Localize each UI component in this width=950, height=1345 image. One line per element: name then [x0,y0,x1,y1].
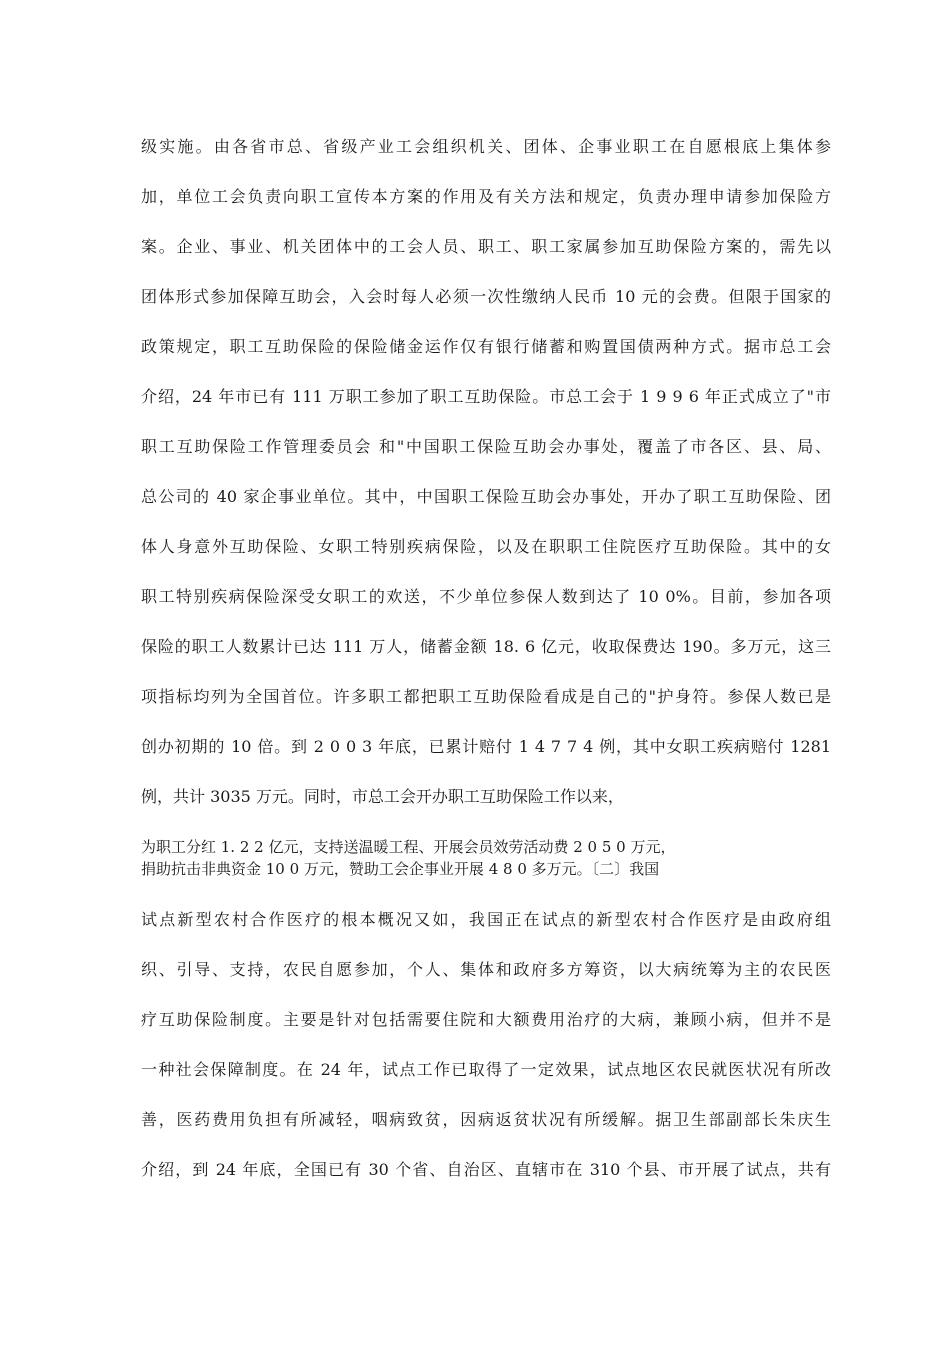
body-text-line: 案。企业、事业、机关团体中的工会人员、职工、职工家属参加互助保险方案的，需先以 [141,237,831,256]
body-text-line: 善，医药费用负担有所减轻，咽病致贫，因病返贫状况有所缓解。据卫生部副部长朱庆生 [141,1110,831,1129]
body-text-line: 创办初期的 10 倍。到 2 0 0 3 年底，已累计赔付 1 4 7 7 4 例，其中女职工疾病赔付 1281 [141,737,831,756]
body-text-line: 职工特别疾病保险深受女职工的欢送，不少单位参保人数到达了 10 0%。目前，参加各项 [141,587,831,606]
body-text-line: 介绍，24 年市已有 111 万职工参加了职工互助保险。市总工会于 1 9 9 6 年正式成立了"市 [141,387,831,406]
body-text-line: 为职工分红 1. 2 2 亿元，支持送温暖工程、开展会员效劳活动费 2 0 5 0 万元， [141,838,676,856]
body-text-line: 疗互助保险制度。主要是针对包括需要住院和大额费用治疗的大病，兼顾小病，但并不是 [141,1010,831,1029]
body-text-line: 总公司的 40 家企事业单位。其中，中国职工保险互助会办事处，开办了职工互助保险、团 [141,487,831,506]
body-text-line: 例，共计 3035 万元。同时，市总工会开办职工互助保险工作以来， [141,787,624,806]
body-text-line: 加，单位工会负责向职工宣传本方案的作用及有关方法和规定，负责办理申请参加保险方 [141,187,831,206]
body-text-line: 级实施。由各省市总、省级产业工会组织机关、团体、企事业职工在自愿根底上集体参 [141,137,831,156]
body-text-line: 团体形式参加保障互助会，入会时每人必须一次性缴纳人民币 10 元的会费。但限于国家的 [141,287,831,306]
body-text-line: 体人身意外互助保险、女职工特别疾病保险，以及在职职工住院医疗互助保险。其中的女 [141,537,831,556]
body-text-line: 捐助抗击非典资金 10 0 万元，赞助工会企事业开展 4 8 0 多万元。〔二〕我国 [141,860,660,878]
body-text-line: 保险的职工人数累计已达 111 万人，储蓄金额 18. 6 亿元，收取保费达 190。多万元，这三 [141,637,831,656]
body-text-line: 项指标均列为全国首位。许多职工都把职工互助保险看成是自己的"护身符。参保人数已是 [141,687,831,706]
body-text-line: 织、引导、支持，农民自愿参加，个人、集体和政府多方筹资，以大病统筹为主的农民医 [141,960,831,979]
body-text-line: 试点新型农村合作医疗的根本概况又如，我国正在试点的新型农村合作医疗是由政府组 [141,910,831,929]
body-text-line: 职工互助保险工作管理委员会 和"中国职工保险互助会办事处，覆盖了市各区、县、局、 [141,437,831,456]
body-text-line: 介绍，到 24 年底，全国已有 30 个省、自治区、直辖市在 310 个县、市开展了试点，共有 [141,1160,831,1179]
body-text-line: 一种社会保障制度。在 24 年，试点工作已取得了一定效果，试点地区农民就医状况有所改 [141,1060,831,1079]
body-text-line: 政策规定，职工互助保险的保险储金运作仅有银行储蓄和购置国债两种方式。据市总工会 [141,337,831,356]
